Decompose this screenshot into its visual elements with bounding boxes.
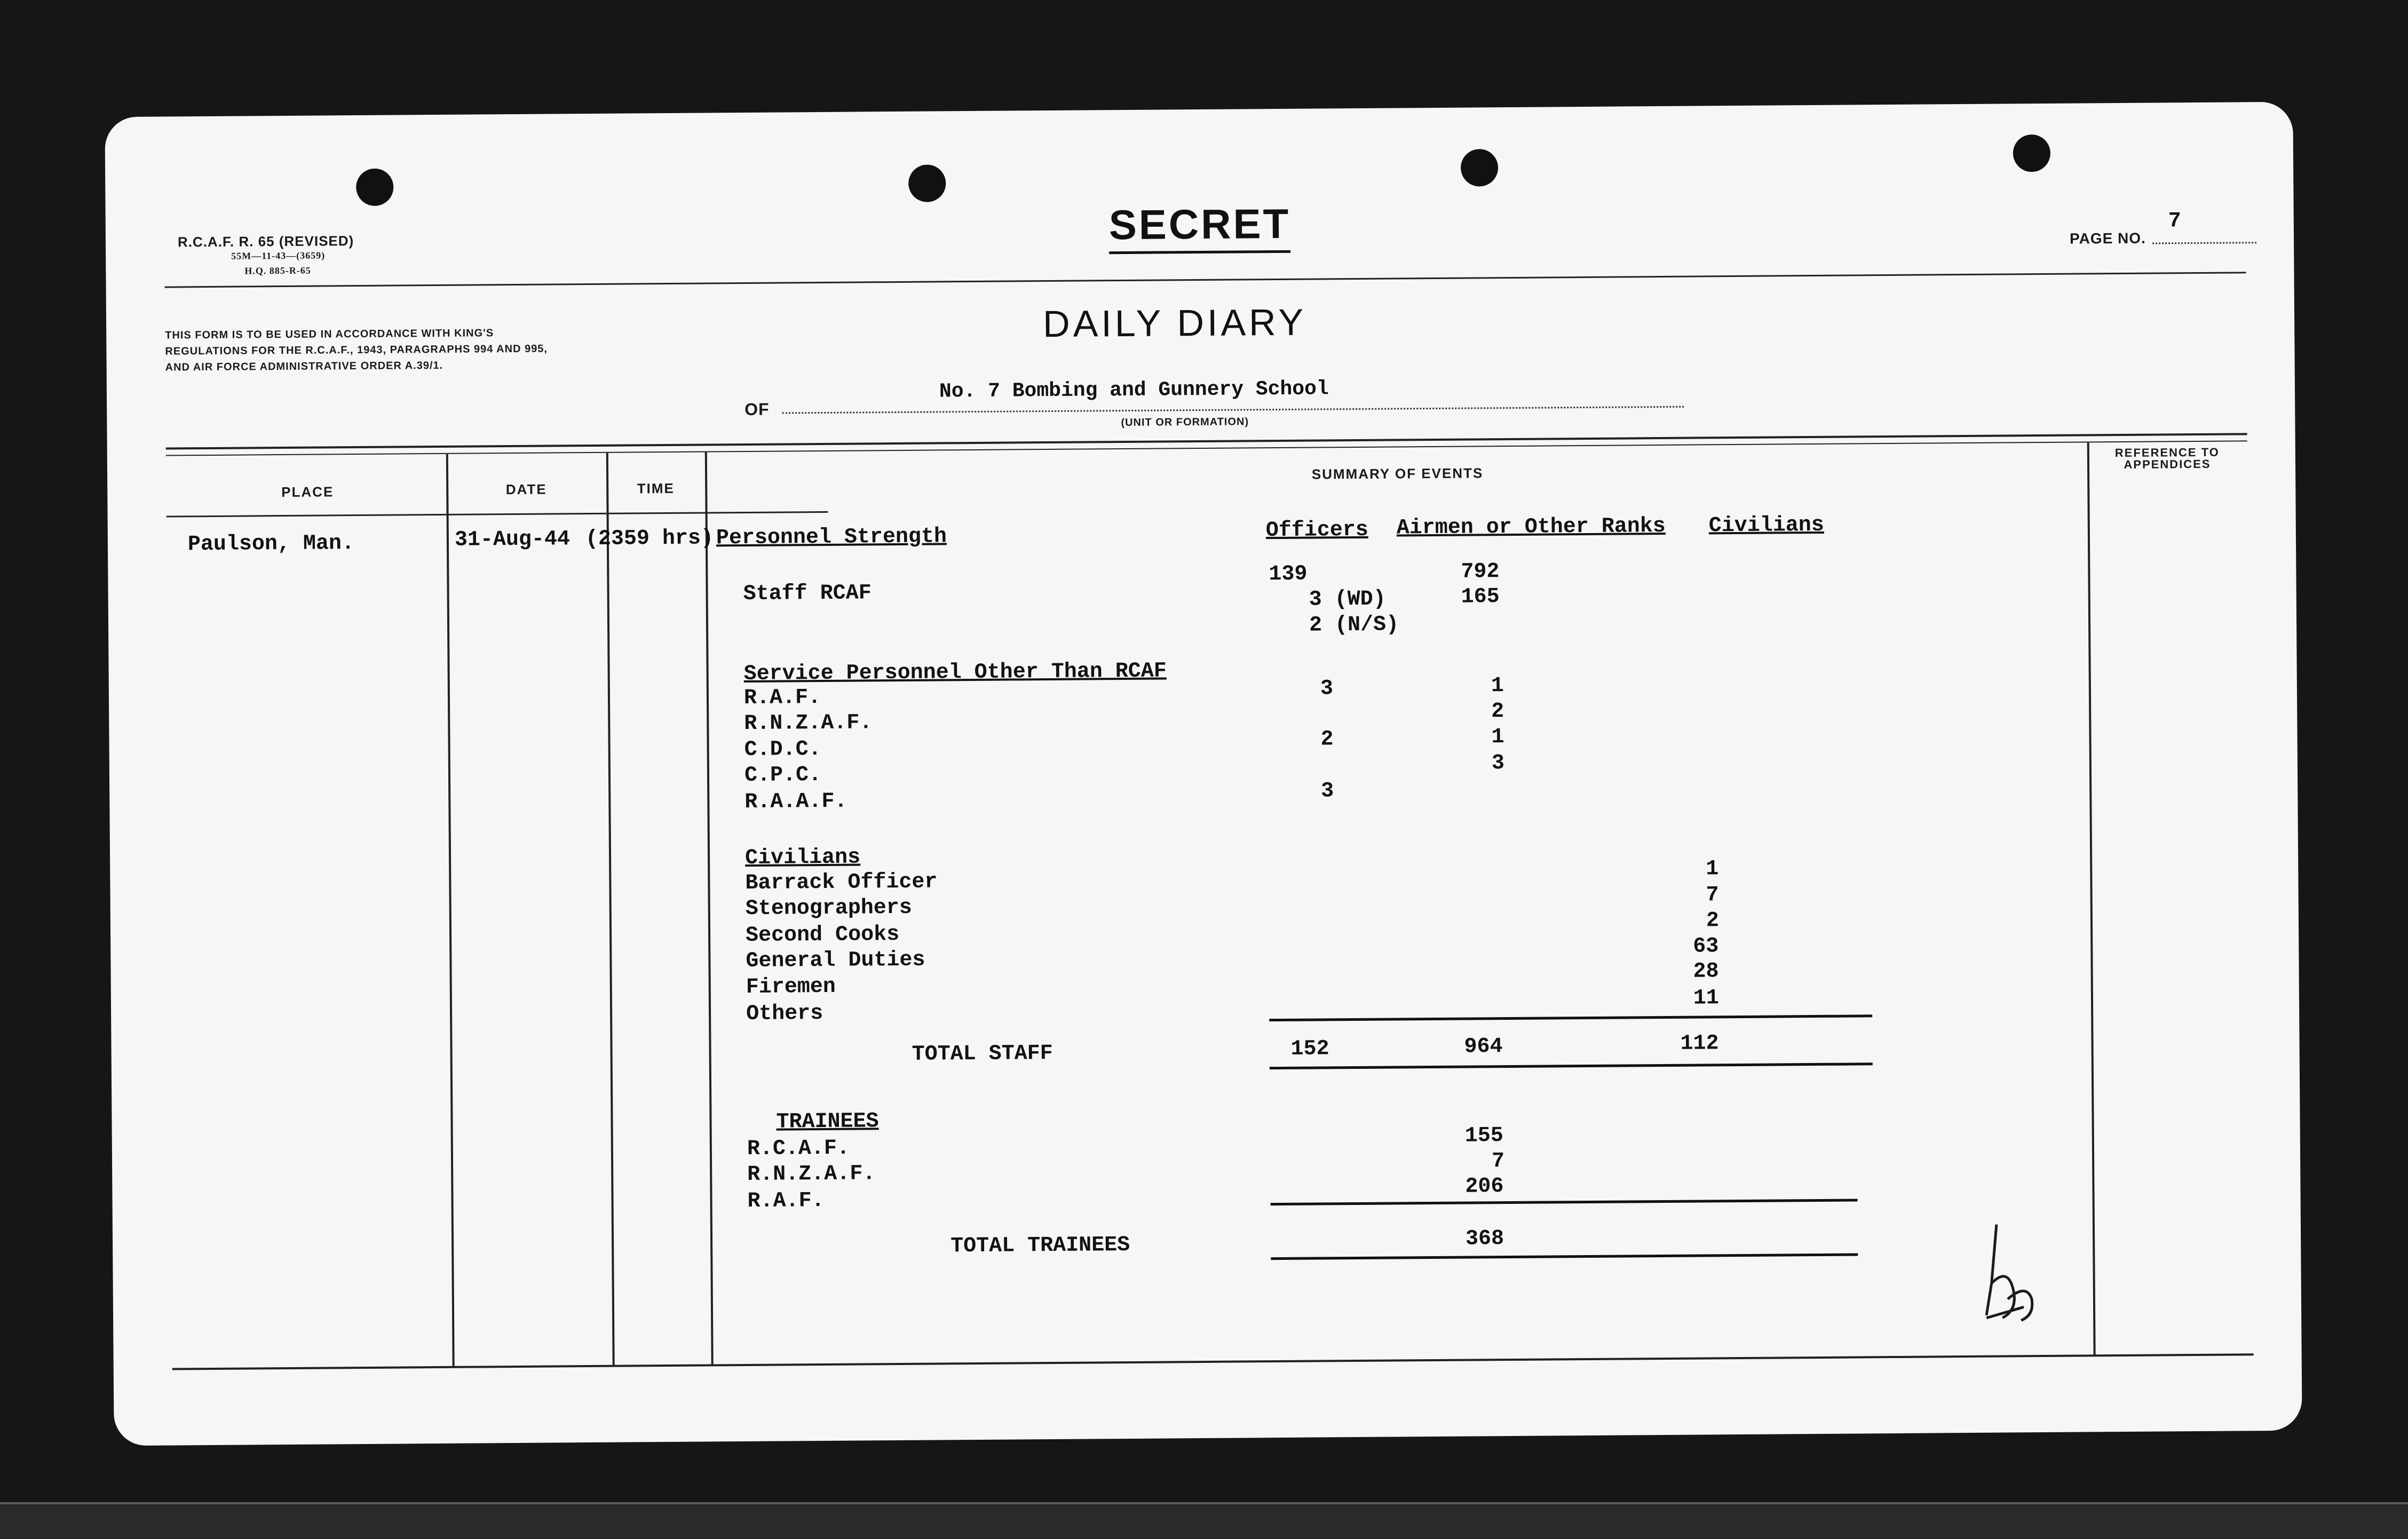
- civilian-row-label: General Duties: [746, 948, 925, 973]
- column-label-officers: Officers: [1265, 518, 1369, 543]
- page-number-line: [2152, 242, 2256, 244]
- column-header-date: DATE: [505, 481, 547, 498]
- punch-hole: [1461, 149, 1498, 186]
- regulation-notice: THIS FORM IS TO BE USED IN ACCORDANCE WITH KING'S REGULATIONS FOR THE R.C.A.F., 1943, PARAGRAPHS 994 AND 995, AND AIR FORCE ADMINISTRATIVE ORDER A.39/1.: [165, 327, 548, 374]
- column-header-place: PLACE: [281, 483, 334, 501]
- punch-hole: [908, 164, 946, 202]
- column-header-reference: REFERENCE TO APPENDICES: [2114, 445, 2220, 471]
- col-divider-summary: [2087, 442, 2096, 1355]
- civilian-row-label: Stenographers: [745, 895, 912, 921]
- section-heading: Personnel Strength: [716, 525, 947, 551]
- page-number-label: PAGE NO.: [2069, 229, 2146, 247]
- table-top-rule: [166, 433, 2247, 449]
- total-staff-label: TOTAL STAFF: [912, 1041, 1053, 1067]
- total-staff-civilians: 112: [1680, 1032, 1719, 1056]
- civilian-row-label: Second Cooks: [745, 922, 900, 948]
- punch-hole: [2013, 134, 2050, 172]
- column-header-rule: [167, 511, 828, 518]
- staff-label: Staff RCAF: [743, 581, 872, 607]
- service-row-officers: 3: [1321, 779, 1334, 804]
- entry-place: Paulson, Man.: [187, 531, 355, 557]
- service-row-airmen: 1: [1491, 674, 1504, 699]
- form-hq-number: H.Q. 885-R-65: [244, 265, 311, 276]
- service-row-airmen: 3: [1491, 751, 1505, 776]
- col-divider-time: [705, 452, 714, 1365]
- scanner-edge: [0, 1502, 2408, 1539]
- col-divider-date: [606, 453, 615, 1366]
- trainees-heading: TRAINEES: [776, 1109, 879, 1135]
- column-header-summary: SUMMARY OF EVENTS: [1311, 465, 1484, 482]
- trainees-subtotal-rule: [1271, 1199, 1858, 1205]
- trainee-row-label: R.C.A.F.: [747, 1136, 850, 1161]
- form-print-code: 55M—11-43—(3659): [231, 250, 326, 261]
- of-label: OF: [744, 399, 770, 419]
- header-rule: [165, 272, 2246, 288]
- col-divider-place: [446, 454, 455, 1367]
- table-bottom-rule: [172, 1353, 2254, 1370]
- form-code: R.C.A.F. R. 65 (REVISED): [177, 233, 354, 250]
- service-row-label: R.A.A.F.: [744, 789, 847, 815]
- signature-mark: [1975, 1219, 2050, 1326]
- staff-officers-ns: 2 (N/S): [1309, 613, 1399, 638]
- civilian-row-value: 7: [1706, 883, 1719, 908]
- service-row-airmen: 2: [1491, 700, 1504, 724]
- unit-name: No. 7 Bombing and Gunnery School: [939, 377, 1329, 403]
- service-row-officers: 2: [1320, 727, 1334, 752]
- staff-officers-wd: 3 (WD): [1309, 587, 1386, 612]
- staff-airmen-2: 165: [1461, 585, 1500, 609]
- civilian-row-label: Others: [746, 1001, 823, 1026]
- trainee-row-label: R.N.Z.A.F.: [747, 1162, 876, 1187]
- column-label-civilians: Civilians: [1708, 513, 1824, 538]
- staff-officers: 139: [1269, 562, 1308, 587]
- civilian-row-label: Barrack Officer: [745, 870, 938, 895]
- unit-line: [782, 406, 1684, 414]
- staff-airmen: 792: [1461, 560, 1500, 584]
- trainee-row-value: 206: [1465, 1175, 1504, 1199]
- total-trainees-label: TOTAL TRAINEES: [950, 1233, 1130, 1259]
- service-row-label: R.A.F.: [743, 686, 821, 711]
- civilian-row-value: 63: [1693, 934, 1719, 959]
- total-staff-airmen: 964: [1464, 1035, 1503, 1059]
- service-other-heading: Service Personnel Other Than RCAF: [743, 659, 1167, 687]
- service-row-label: C.D.C.: [744, 737, 821, 763]
- trainee-row-value: 155: [1464, 1124, 1503, 1148]
- trainee-row-label: R.A.F.: [747, 1188, 825, 1213]
- diary-sheet: [105, 102, 2302, 1446]
- unit-caption: (UNIT OR FORMATION): [1121, 416, 1249, 429]
- staff-subtotal-rule: [1269, 1014, 1872, 1021]
- entry-time: (2359 hrs): [585, 526, 714, 552]
- civilians-heading: Civilians: [744, 845, 861, 870]
- security-classification: SECRET: [1108, 200, 1290, 254]
- document-title: DAILY DIARY: [1042, 301, 1307, 345]
- punch-hole: [356, 169, 393, 206]
- civilian-row-value: 1: [1706, 857, 1719, 882]
- total-trainees-rule: [1271, 1253, 1858, 1260]
- civilian-row-value: 11: [1693, 986, 1720, 1011]
- total-trainees-value: 368: [1465, 1227, 1504, 1251]
- column-label-airmen: Airmen or Other Ranks: [1396, 514, 1666, 541]
- civilian-row-label: Firemen: [746, 974, 836, 999]
- service-row-label: C.P.C.: [744, 763, 822, 788]
- service-row-airmen: 1: [1491, 725, 1504, 750]
- civilian-row-value: 2: [1706, 909, 1720, 933]
- page-number: 7: [2168, 209, 2181, 234]
- column-header-time: TIME: [637, 480, 675, 497]
- service-row-label: R.N.Z.A.F.: [744, 711, 873, 736]
- service-row-officers: 3: [1320, 677, 1334, 701]
- total-staff-officers: 152: [1290, 1037, 1329, 1061]
- trainee-row-value: 7: [1491, 1149, 1505, 1174]
- entry-date: 31-Aug-44: [454, 527, 571, 552]
- civilian-row-value: 28: [1693, 959, 1719, 984]
- total-staff-rule: [1270, 1062, 1873, 1069]
- table-top-rule-2: [166, 440, 2247, 456]
